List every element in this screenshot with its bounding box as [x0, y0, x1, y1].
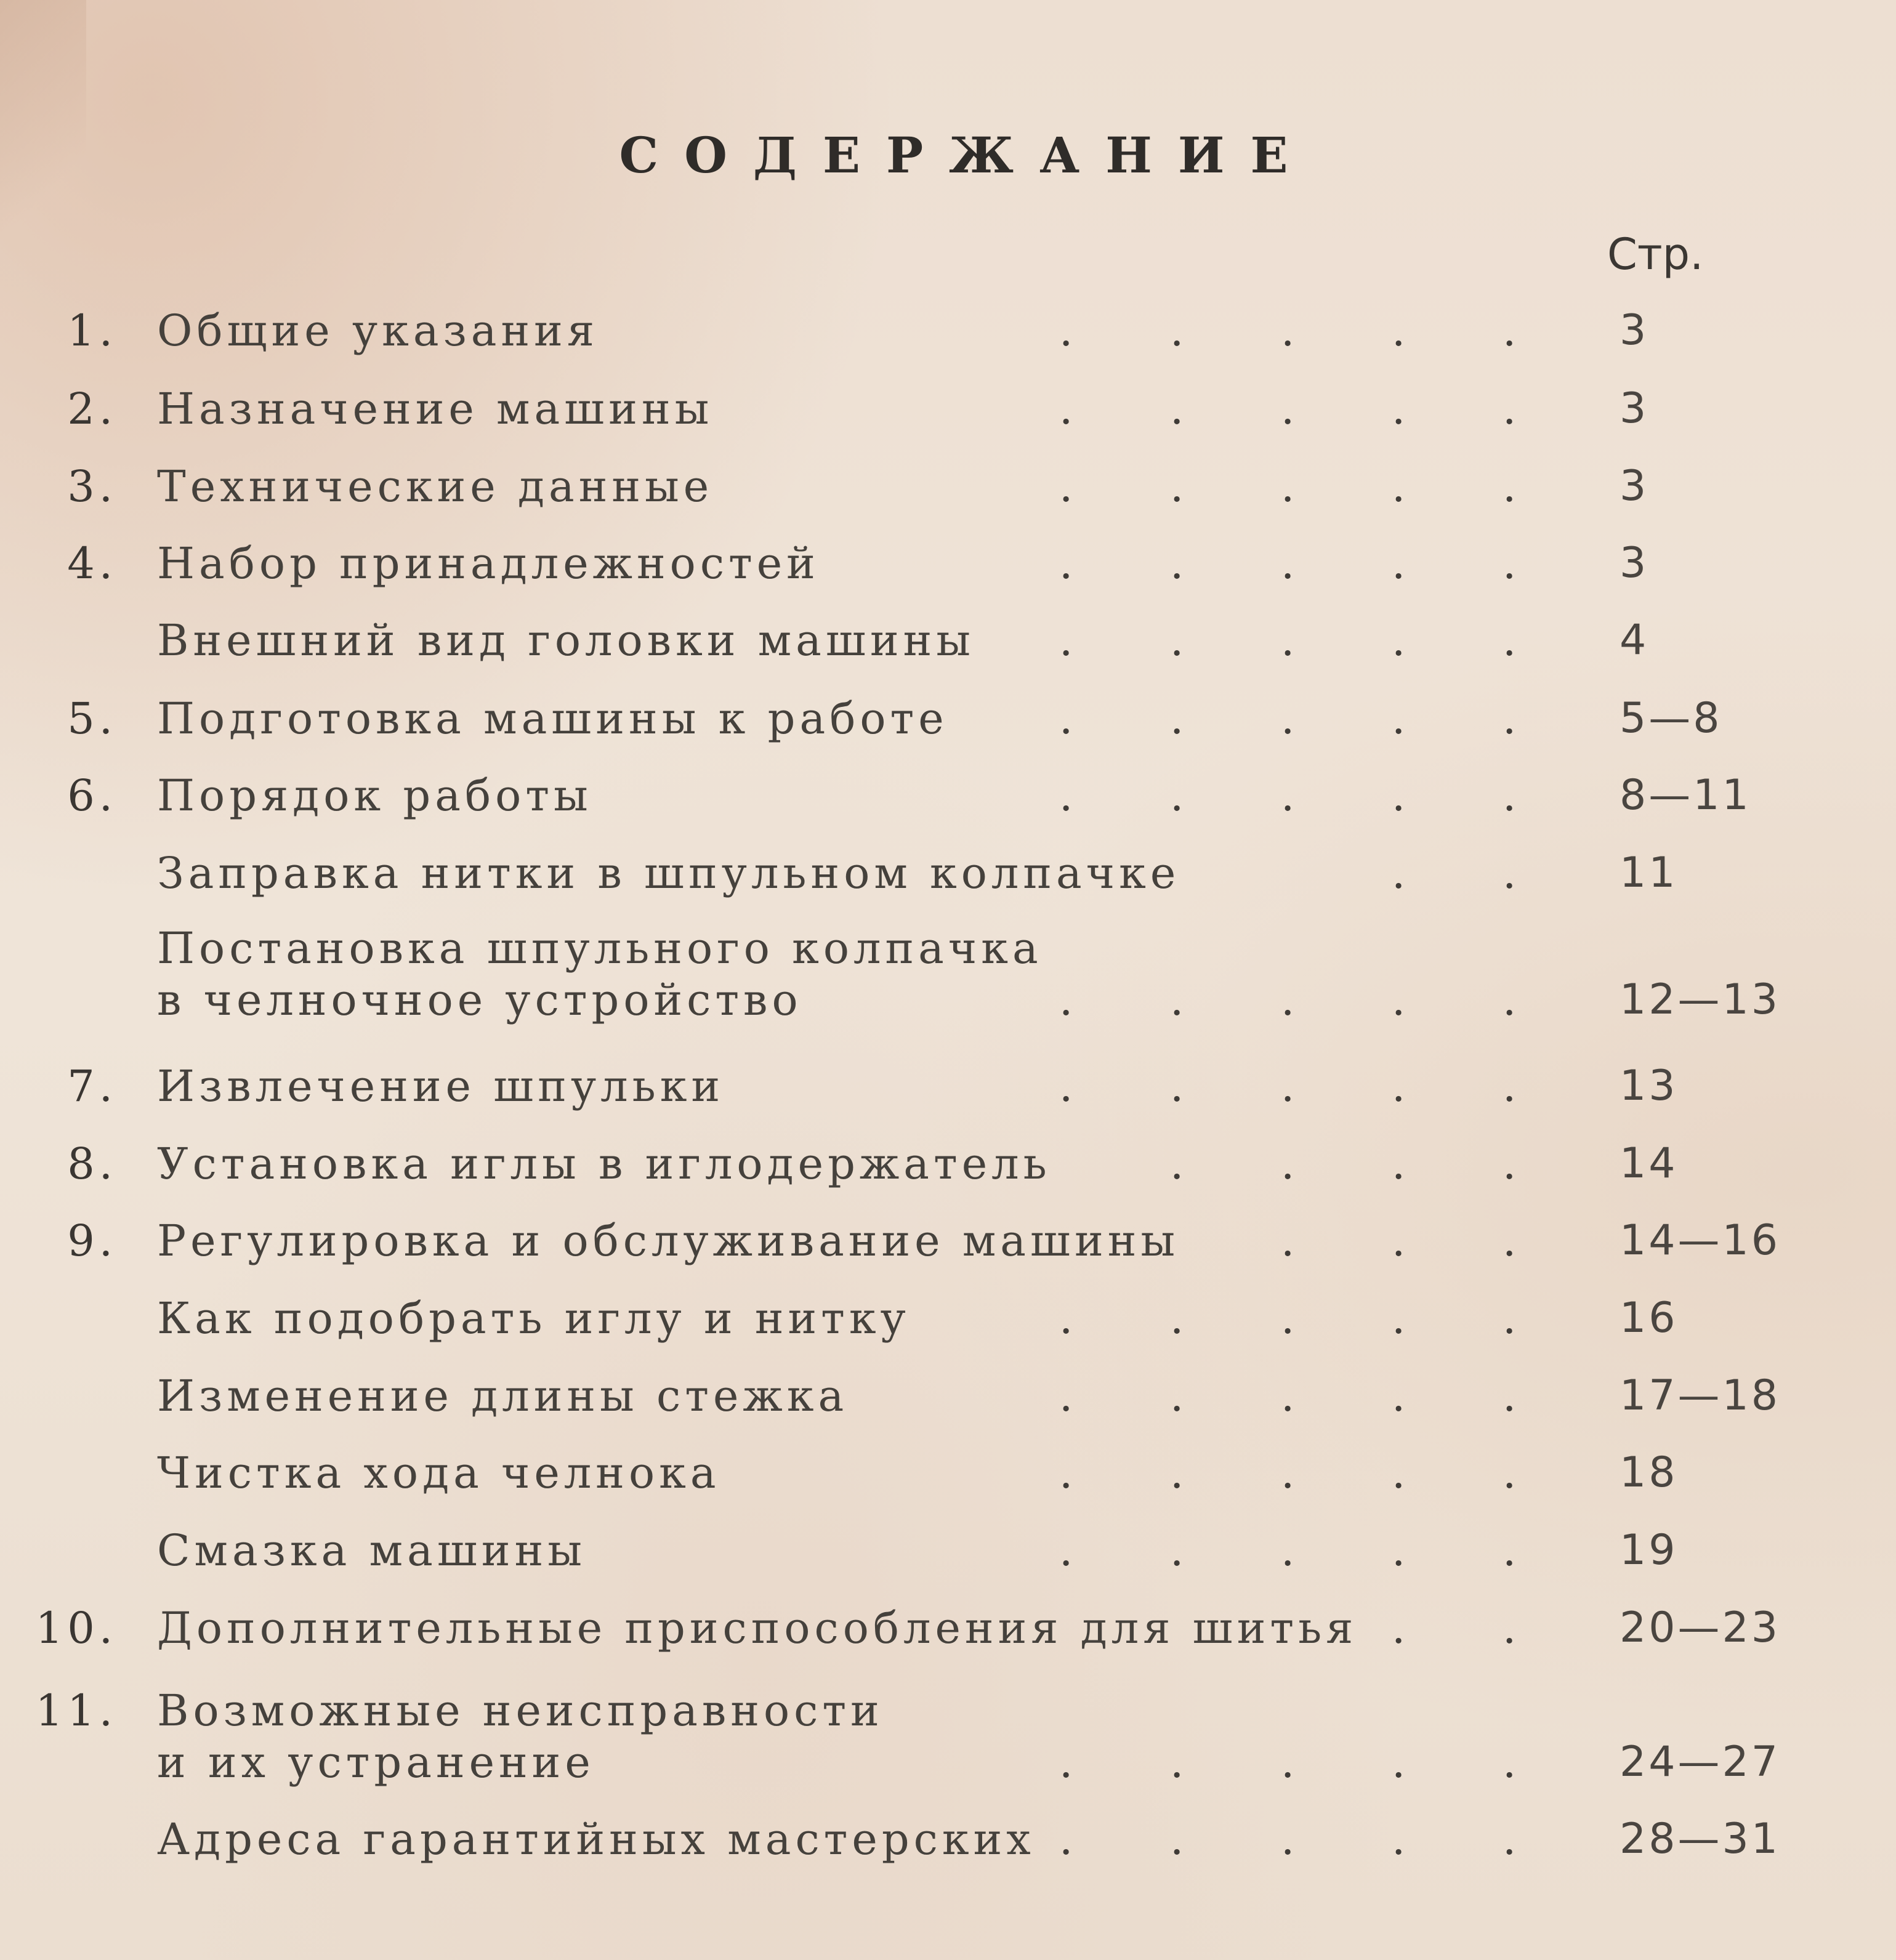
- toc-entry-title: [157, 1138, 1051, 1190]
- leader-dot: .: [1170, 1814, 1184, 1865]
- leader-dot: .: [1059, 1737, 1073, 1788]
- toc-entry: [0, 305, 1896, 357]
- leader-dot: .: [1281, 1293, 1295, 1344]
- dot-leader: [1059, 1293, 1552, 1344]
- page-column-header: Стр.: [1607, 229, 1704, 280]
- dot-leader: [1059, 383, 1552, 435]
- toc-entry-title-line: в челночное устройство: [157, 975, 802, 1025]
- toc-entry-title-line: Назначение машины: [157, 384, 714, 434]
- toc-entry-title-line: Общие указания: [157, 305, 599, 356]
- toc-entry-title: [157, 770, 592, 821]
- toc-entry: [0, 1370, 1896, 1422]
- dot-leader: [1059, 770, 1552, 821]
- leader-dot: .: [1392, 848, 1406, 898]
- leader-dot: .: [1392, 1371, 1406, 1421]
- leader-dot: .: [1392, 1525, 1406, 1576]
- toc-entry-title-line: Дополнительные приспособления для шитья: [157, 1603, 1358, 1653]
- toc-entry-title-line: Заправка нитки в шпульном колпачке: [157, 848, 1180, 898]
- leader-dot: .: [1170, 461, 1184, 512]
- leader-dot: .: [1281, 1737, 1295, 1788]
- leader-dot: .: [1503, 538, 1517, 589]
- leader-dot: .: [1059, 384, 1073, 434]
- leader-dot: .: [1281, 693, 1295, 744]
- toc-entry-number: 5.: [67, 693, 117, 744]
- leader-dot: .: [1392, 305, 1406, 356]
- leader-dot: .: [1503, 1448, 1517, 1498]
- leader-dot: .: [1392, 538, 1406, 589]
- leader-dot: .: [1503, 1737, 1517, 1788]
- toc-entry-title-line: Порядок работы: [157, 770, 592, 821]
- toc-entry-title: [157, 1602, 1357, 1654]
- toc-entry: [0, 1813, 1896, 1865]
- leader-dot: .: [1392, 770, 1406, 821]
- leader-dot: .: [1503, 1603, 1517, 1653]
- leader-dot: .: [1392, 384, 1406, 434]
- toc-entry-page: 28—31: [1620, 1815, 1781, 1863]
- leader-dot: .: [1281, 1525, 1295, 1576]
- leader-dot: .: [1059, 461, 1073, 512]
- leader-dot: .: [1059, 1371, 1073, 1421]
- leader-dot: .: [1392, 1061, 1406, 1111]
- toc-entry-page: 16: [1620, 1294, 1678, 1342]
- toc-entry-page: 5—8: [1620, 694, 1722, 743]
- leader-dot: .: [1503, 770, 1517, 821]
- dot-leader: [1059, 1736, 1552, 1788]
- toc-entry-title-line: Набор принадлежностей: [157, 538, 820, 589]
- toc-entry-title-line: Адреса гарантийных мастерских: [157, 1814, 1035, 1865]
- toc-entry: [0, 538, 1896, 589]
- toc-entry: [0, 847, 1896, 899]
- toc-entry-page: 3: [1620, 306, 1649, 355]
- leader-dot: .: [1503, 1139, 1517, 1189]
- leader-dot: .: [1392, 975, 1406, 1025]
- leader-dot: .: [1392, 461, 1406, 512]
- toc-entry-title-line: Смазка машины: [157, 1525, 586, 1576]
- leader-dot: .: [1503, 384, 1517, 434]
- toc-entry: [0, 1685, 1896, 1788]
- toc-entry-page: 3: [1620, 384, 1649, 433]
- toc-entry-title: [157, 461, 713, 512]
- leader-dot: .: [1392, 693, 1406, 744]
- toc-entry-title: [157, 847, 1180, 899]
- leader-dot: .: [1281, 1448, 1295, 1498]
- leader-dot: .: [1170, 1293, 1184, 1344]
- toc-entry: [0, 615, 1896, 666]
- leader-dot: .: [1281, 384, 1295, 434]
- toc-entry-number: 10.: [35, 1603, 117, 1653]
- toc-entry: [0, 1293, 1896, 1344]
- toc-entry-number: 3.: [67, 461, 117, 512]
- toc-entry-title: [157, 1447, 720, 1499]
- toc-entry-title: [157, 1293, 910, 1344]
- dot-leader: [1392, 847, 1552, 899]
- dot-leader: [1059, 305, 1552, 357]
- dot-leader: [1281, 1215, 1552, 1267]
- leader-dot: .: [1392, 1737, 1406, 1788]
- leader-dot: .: [1503, 1061, 1517, 1111]
- leader-dot: .: [1059, 693, 1073, 744]
- leader-dot: .: [1170, 305, 1184, 356]
- dot-leader: [1059, 1370, 1552, 1422]
- toc-entry-number: 9.: [67, 1216, 117, 1266]
- toc-entry: [0, 1602, 1896, 1654]
- dot-leader: [1059, 461, 1552, 512]
- leader-dot: .: [1170, 1061, 1184, 1111]
- toc-entry-title: [157, 1370, 848, 1422]
- toc-entry: [0, 1138, 1896, 1190]
- dot-leader: [1170, 1138, 1552, 1190]
- leader-dot: .: [1281, 1139, 1295, 1189]
- leader-dot: .: [1170, 770, 1184, 821]
- leader-dot: .: [1059, 1448, 1073, 1498]
- toc-entry-title: [157, 693, 948, 744]
- dot-leader: [1059, 693, 1552, 744]
- toc-entry-title-line: Чистка хода челнока: [157, 1448, 720, 1498]
- toc-entry-title: [157, 383, 713, 435]
- toc-entry-title: [157, 1813, 1035, 1865]
- toc-entry-page: 4: [1620, 616, 1649, 664]
- leader-dot: .: [1059, 770, 1073, 821]
- dot-leader: [1059, 1525, 1552, 1576]
- leader-dot: .: [1392, 1814, 1406, 1865]
- toc-entry-title: [157, 1215, 1179, 1267]
- page-title: СОДЕРЖАНИЕ: [619, 126, 1314, 184]
- leader-dot: .: [1503, 1814, 1517, 1865]
- leader-dot: .: [1503, 1216, 1517, 1266]
- leader-dot: .: [1503, 1525, 1517, 1576]
- toc-entry-number: 8.: [67, 1139, 117, 1189]
- toc-entry-title-line: Внешний вид головки машины: [157, 615, 975, 666]
- toc-entry-page: 8—11: [1620, 771, 1751, 820]
- leader-dot: .: [1170, 538, 1184, 589]
- leader-dot: .: [1170, 384, 1184, 434]
- leader-dot: .: [1281, 538, 1295, 589]
- toc-entry-number: 1.: [67, 305, 117, 356]
- leader-dot: .: [1392, 1139, 1406, 1189]
- toc-entry-number: 4.: [67, 538, 117, 589]
- toc-entry-page: 3: [1620, 539, 1649, 587]
- toc-entry: [0, 693, 1896, 744]
- leader-dot: .: [1281, 1814, 1295, 1865]
- leader-dot: .: [1503, 615, 1517, 666]
- toc-entry-title-line: Как подобрать иглу и нитку: [157, 1293, 910, 1344]
- leader-dot: .: [1392, 1448, 1406, 1498]
- toc-entry: [0, 1215, 1896, 1267]
- toc-entry-page: 3: [1620, 462, 1649, 510]
- toc-entry: [0, 922, 1896, 1026]
- leader-dot: .: [1281, 461, 1295, 512]
- leader-dot: .: [1170, 693, 1184, 744]
- toc-entry: [0, 1525, 1896, 1576]
- toc-entry-page: 20—23: [1620, 1603, 1781, 1652]
- toc-entry-page: 17—18: [1620, 1371, 1781, 1420]
- toc-entry-title-line: Подготовка машины к работе: [157, 693, 948, 744]
- toc-entry-page: 18: [1620, 1448, 1678, 1497]
- leader-dot: .: [1503, 1371, 1517, 1421]
- toc-entry-title-line: Технические данные: [157, 461, 714, 512]
- leader-dot: .: [1170, 1139, 1184, 1189]
- leader-dot: .: [1281, 975, 1295, 1025]
- leader-dot: .: [1392, 1603, 1406, 1653]
- toc-entry-title-line: Установка иглы в иглодержатель: [157, 1139, 1051, 1189]
- toc-entry-title-line: Возможные неисправности: [157, 1685, 884, 1736]
- toc-entry-title: [157, 1060, 724, 1112]
- leader-dot: .: [1281, 770, 1295, 821]
- toc-entry-title-line: Постановка шпульного колпачка: [157, 923, 1043, 974]
- leader-dot: .: [1281, 1216, 1295, 1266]
- dot-leader: [1059, 615, 1552, 666]
- toc-entry-title: [157, 538, 820, 589]
- toc-entry: [0, 383, 1896, 435]
- toc-entry-title: [157, 1525, 586, 1576]
- toc-entry-title-line: и их устранение: [157, 1737, 595, 1788]
- toc-entry-title: [157, 1685, 884, 1788]
- dot-leader: [1059, 538, 1552, 589]
- leader-dot: .: [1170, 1371, 1184, 1421]
- leader-dot: .: [1059, 305, 1073, 356]
- toc-entry-title: [157, 305, 599, 357]
- toc-entry-number: 2.: [67, 384, 117, 434]
- leader-dot: .: [1170, 1737, 1184, 1788]
- leader-dot: .: [1059, 615, 1073, 666]
- toc-entry: [0, 1060, 1896, 1112]
- leader-dot: .: [1059, 1814, 1073, 1865]
- leader-dot: .: [1503, 461, 1517, 512]
- leader-dot: .: [1059, 1293, 1073, 1344]
- leader-dot: .: [1170, 615, 1184, 666]
- toc-entry: [0, 461, 1896, 512]
- toc-entry-page: 19: [1620, 1526, 1678, 1575]
- leader-dot: .: [1392, 1216, 1406, 1266]
- leader-dot: .: [1170, 975, 1184, 1025]
- leader-dot: .: [1392, 1293, 1406, 1344]
- dot-leader: [1059, 1813, 1552, 1865]
- leader-dot: .: [1281, 1371, 1295, 1421]
- toc-entry-title: [157, 922, 1043, 1026]
- toc-entry-title-line: Извлечение шпульки: [157, 1061, 725, 1111]
- toc-entry-number: 7.: [67, 1061, 117, 1111]
- leader-dot: .: [1059, 1525, 1073, 1576]
- toc-entry-page: 14: [1620, 1139, 1678, 1188]
- leader-dot: .: [1059, 1061, 1073, 1111]
- toc-entry-number: 11.: [35, 1685, 117, 1736]
- leader-dot: .: [1170, 1525, 1184, 1576]
- toc-entry-title-line: Регулировка и обслуживание машины: [157, 1216, 1180, 1266]
- toc-entry-page: 11: [1620, 849, 1678, 897]
- leader-dot: .: [1503, 975, 1517, 1025]
- leader-dot: .: [1503, 848, 1517, 898]
- leader-dot: .: [1503, 693, 1517, 744]
- leader-dot: .: [1281, 615, 1295, 666]
- toc-entry-page: 13: [1620, 1062, 1678, 1110]
- leader-dot: .: [1059, 538, 1073, 589]
- dot-leader: [1059, 1060, 1552, 1112]
- leader-dot: .: [1392, 615, 1406, 666]
- toc-entry-title-line: Изменение длины стежка: [157, 1371, 849, 1421]
- toc-entry-title: [157, 615, 975, 666]
- leader-dot: .: [1059, 975, 1073, 1025]
- leader-dot: .: [1503, 1293, 1517, 1344]
- toc-entry-page: 14—16: [1620, 1216, 1781, 1265]
- leader-dot: .: [1170, 1448, 1184, 1498]
- toc-entry-number: 6.: [67, 770, 117, 821]
- dot-leader: [1059, 974, 1552, 1026]
- dot-leader: [1059, 1447, 1552, 1499]
- dot-leader: [1392, 1602, 1552, 1654]
- toc-entry: [0, 770, 1896, 821]
- toc-entry-page: 12—13: [1620, 975, 1781, 1024]
- leader-dot: .: [1281, 305, 1295, 356]
- leader-dot: .: [1281, 1061, 1295, 1111]
- leader-dot: .: [1503, 305, 1517, 356]
- toc-entry: [0, 1447, 1896, 1499]
- toc-entry-page: 24—27: [1620, 1738, 1781, 1786]
